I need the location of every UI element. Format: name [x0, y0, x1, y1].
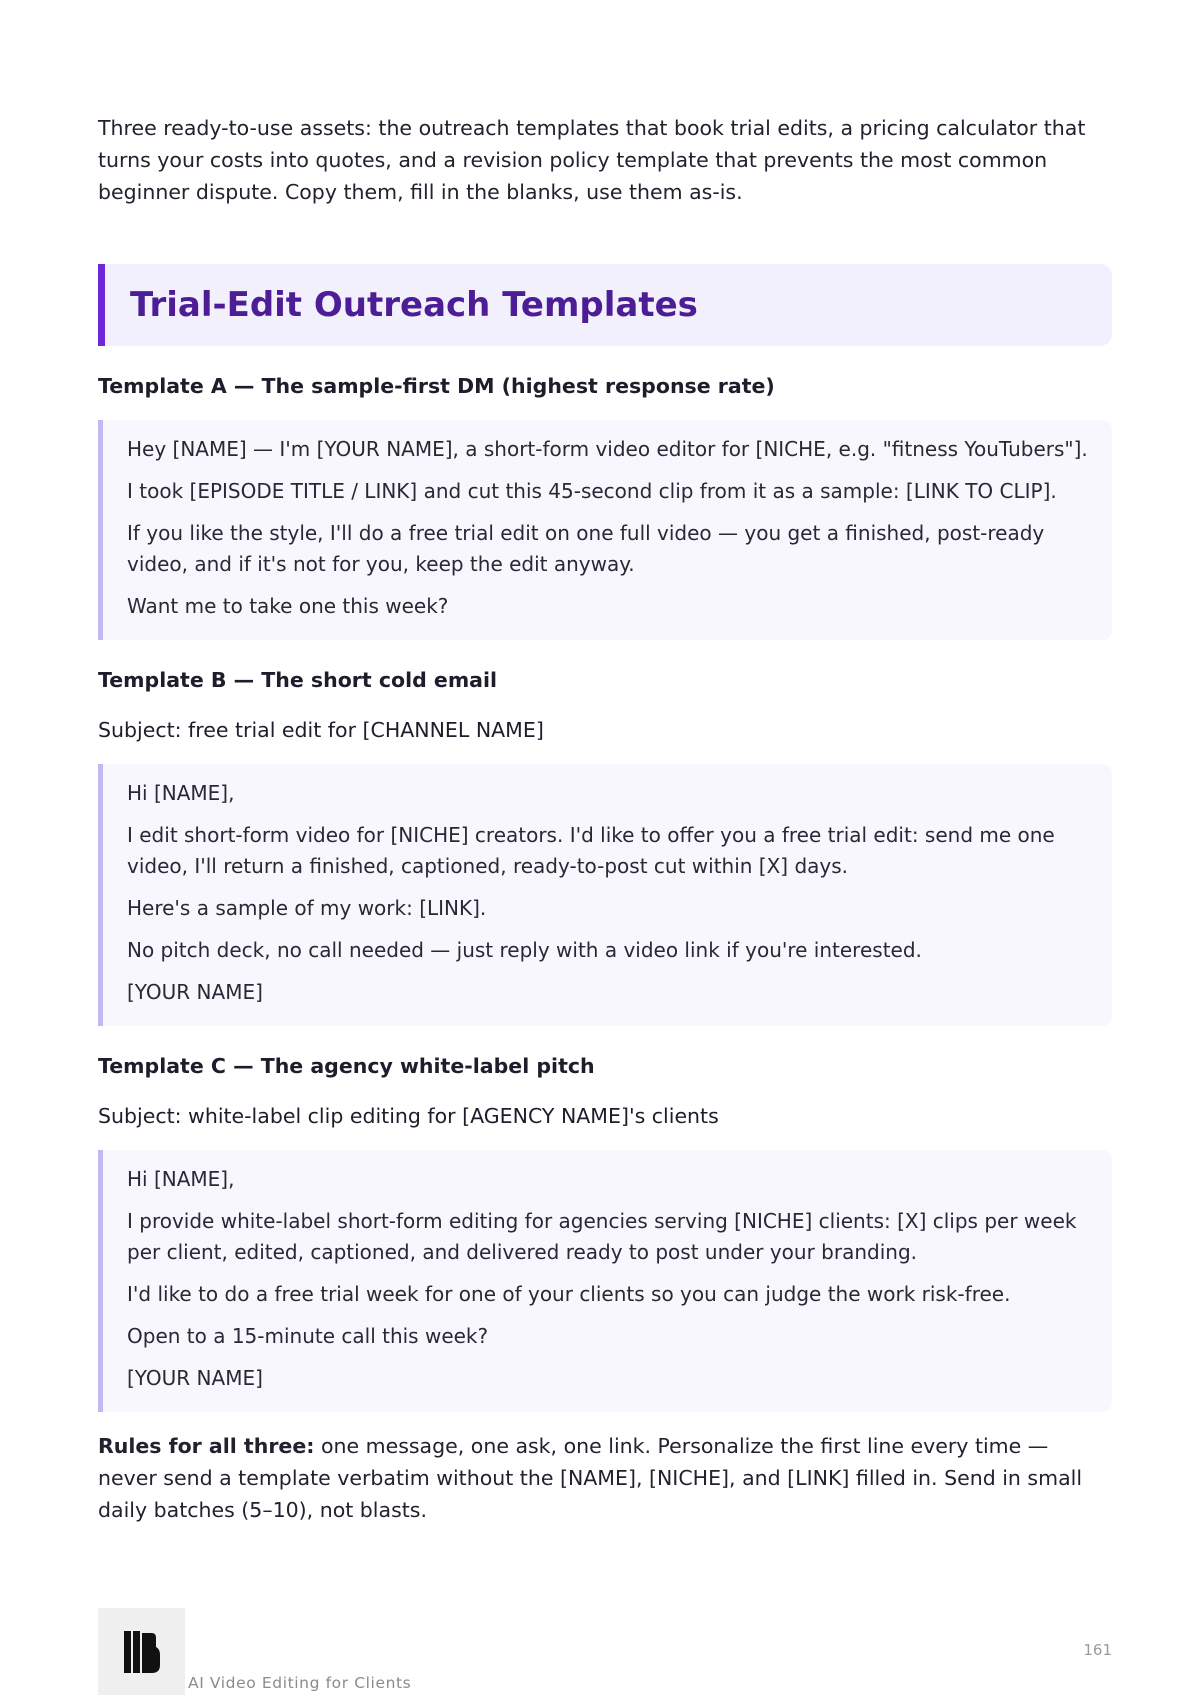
template-b-line: Here's a sample of my work: [LINK]. — [127, 896, 487, 920]
template-c-line: I'd like to do a free trial week for one of your clients so you can judge the work risk-free. — [127, 1282, 1011, 1306]
template-c-quote — [98, 1150, 1112, 1412]
page-number: 161 — [1083, 1641, 1112, 1659]
template-b-quote — [98, 764, 1112, 1026]
book-logo-icon — [98, 1608, 185, 1695]
intro-paragraph: Three ready-to-use assets: the outreach templates that book trial edits, a pricing calculator that turns your costs into quotes, and a revision policy template that prevents the most common beginner dispute. Copy them, fill in the blanks, use them as-is. — [98, 116, 1086, 204]
template-c-line: Open to a 15-minute call this week? — [127, 1324, 489, 1348]
rules-text: one message, one ask, one link. Personalize the first line every time — never send a template verbatim without the [NAME], [NICHE], and [LINK] filled in. Send in small daily batches (5–10), not blasts. — [98, 1434, 1083, 1522]
template-c-subject: Subject: white-label clip editing for [AGENCY NAME]'s clients — [98, 1104, 719, 1128]
template-b-line: No pitch deck, no call needed — just reply with a video link if you're interested. — [127, 938, 922, 962]
rules-paragraph — [98, 1430, 1112, 1526]
footer-book-title: AI Video Editing for Clients — [188, 1674, 412, 1692]
template-b-heading: Template B — The short cold email — [98, 668, 498, 692]
template-b-line: I edit short-form video for [NICHE] creators. I'd like to offer you a free trial edit: send me one video, I'll return a finished, captioned, ready-to-post cut within [X] days. — [127, 823, 1055, 878]
template-a-heading: Template A — The sample-first DM (highest response rate) — [98, 374, 775, 398]
template-b-line: [YOUR NAME] — [127, 980, 263, 1004]
template-c-line: I provide white-label short-form editing for agencies serving [NICHE] clients: [X] clips per week per client, edited, captioned, and delivered ready to post under your branding. — [127, 1209, 1077, 1264]
template-c-heading: Template C — The agency white-label pitch — [98, 1054, 595, 1078]
template-b-line: Hi [NAME], — [127, 781, 235, 805]
section-header — [98, 264, 1112, 346]
template-a-quote — [98, 420, 1112, 640]
rules-label: Rules for all three: — [98, 1434, 315, 1458]
template-a-line: Hey [NAME] — I'm [YOUR NAME], a short-form video editor for [NICHE, e.g. "fitness YouTubers"]. — [127, 437, 1088, 461]
template-c-line: Hi [NAME], — [127, 1167, 235, 1191]
template-c-line: [YOUR NAME] — [127, 1366, 263, 1390]
template-a-line: If you like the style, I'll do a free trial edit on one full video — you get a finished, post-ready video, and if it's not for you, keep the edit anyway. — [127, 521, 1045, 576]
page-content — [98, 112, 1112, 1526]
template-a-line: I took [EPISODE TITLE / LINK] and cut this 45-second clip from it as a sample: [LINK TO CLIP]. — [127, 479, 1057, 503]
template-a-line: Want me to take one this week? — [127, 594, 449, 618]
section-title: Trial-Edit Outreach Templates — [130, 285, 698, 325]
template-b-subject: Subject: free trial edit for [CHANNEL NAME] — [98, 718, 544, 742]
